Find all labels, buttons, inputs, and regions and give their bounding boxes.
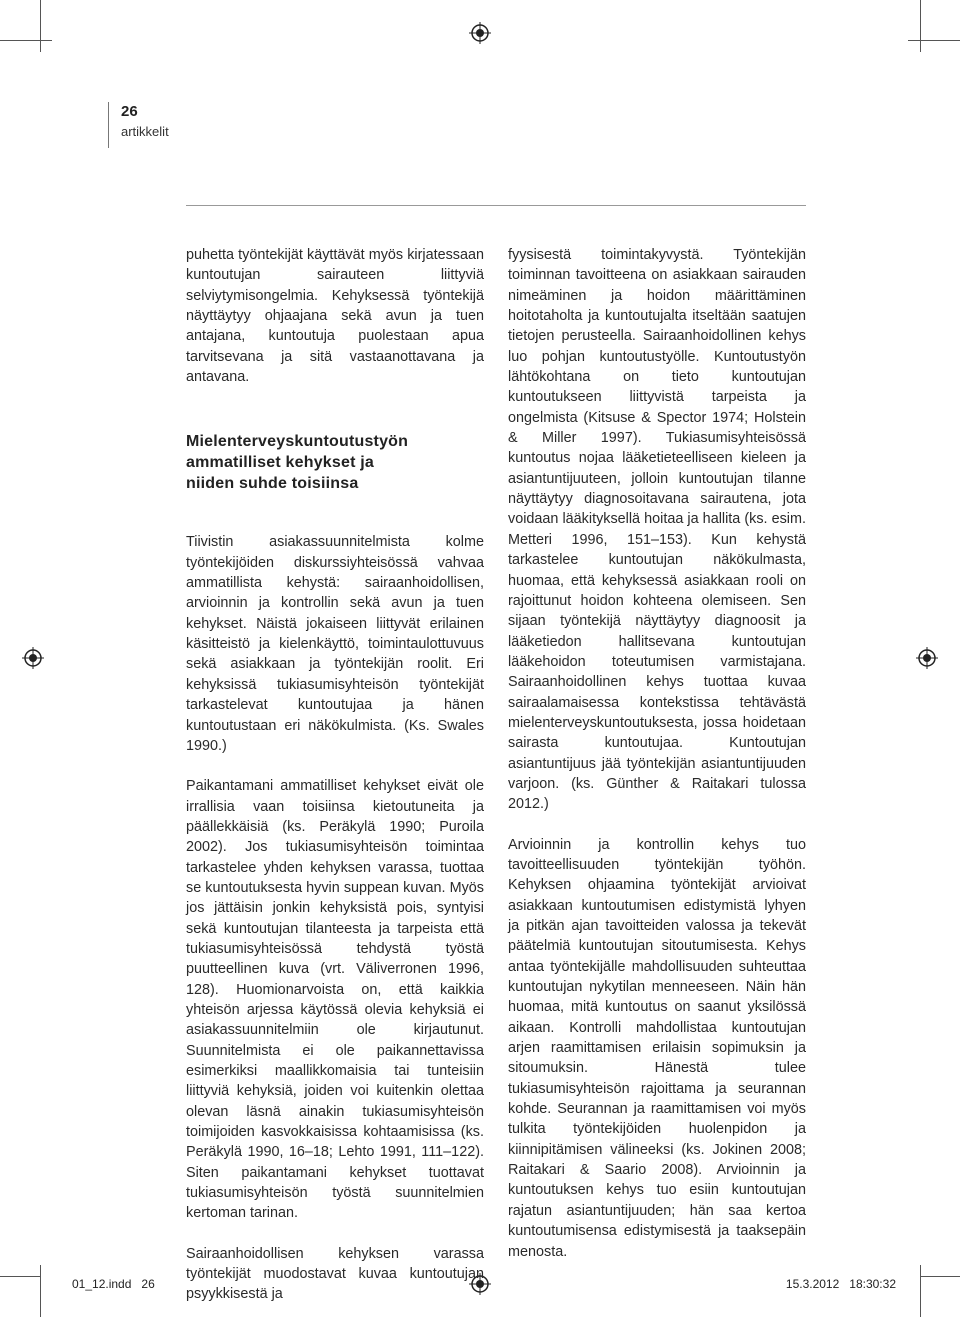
crop-mark (40, 1265, 41, 1317)
page-number: 26 (121, 103, 138, 120)
footer-timestamp: 15.3.2012 18:30:32 (785, 1277, 896, 1291)
registration-mark-icon (22, 647, 44, 669)
body-paragraph: Tiivistin asiakassuunnitelmista kolme työntekijöiden diskurssiyhteisössä vahvaa ammatillista kehystä: sairaanhoidollisen, arvioinnin ja kontrollin sekä avun ja tuen kehykset. Näistä jokaiseen liittyvät erilainen käsitteistö ja kielenkäyttö, toimintaulottuvuus sekä asiakkaan ja työntekijän roolit. Eri kehyksissä tukiasumisyhteisön työntekijät tarkastelevat kuntoutujaa ja hänen kuntoutustaan eri näkökulmista. (Ks. Swales 1990.) (186, 534, 484, 754)
section-heading (186, 431, 484, 494)
crop-mark (920, 1265, 921, 1317)
footer-file-slug: 01_12.indd 26 (72, 1277, 155, 1291)
right-column (508, 245, 806, 1262)
page-header (108, 102, 169, 148)
crop-mark (40, 0, 41, 52)
crop-mark (908, 40, 960, 41)
intro-paragraph: puhetta työntekijät käyttävät myös kirjatessaan kuntoutujan sairauteen liittyviä selviytymisongelmia. Kehyksessä työntekijä näyttäytyy ohjaajana sekä avun ja tuen antajana, kuntoutuja puolestaan apua tarvitsevana ja sitä vastaanottavana ja antavana. (186, 247, 484, 386)
body-paragraph: fyysisestä toimintakyvystä. Työntekijän toiminnan tavoitteena on asiakkaan sairauden nimeäminen ja hoidon määrittäminen hoitotaholta ja kuntoutujalta itseltään saatujen tietojen perusteella. Sairaanhoidollinen kehys luo pohjan kuntoutustyölle. Kuntoutustyön lähtökohtana on tieto kuntoutujan kuntoutukseen liittyvistä tarpeista ja ongelmista (Kitsuse & Spector 1974; Holstein & Miller 1997). Tukiasumisyhteisössä kuntoutus nojaa lääketieteelliseen kieleen ja asiantuntijuuteen, jolloin kuntoutujan tilanne näyttäytyy diagnosoitavana sairautena, jota voidaan lääkityksellä hoitaa ja hallita (ks. esim. Metteri 1996, 151–153). Kun kehystä tarkastelee kuntoutujan näkökulmasta, huomaa, että kehyksessä asiakkaan rooli on rajoittunut hoidon kohteena olemiseen. Sen sijaan työntekijä näyttäytyy diagnoosit ja lääketiedon hallitsevana kuntoutujan lääkehoidon toteutumisen varmistajana. Sairaanhoidollinen kehys tuottaa kuvaa sairaalamaisessa kontekstissa tehtävästä mielenterveyskuntoutuksesta, jossa hoidetaan sairasta kuntoutujaa. Kuntoutujan asiantuntijuus jää työntekijän asiantuntijuuden varjoon. (ks. Günther & Raitakari tulossa 2012.) (508, 247, 806, 813)
left-column (186, 245, 484, 1305)
body-paragraph: Arvioinnin ja kontrollin kehys tuo tavoitteellisuuden työntekijän työhön. Kehyksen ohjaamina työntekijät arvioivat asiakkaan kuntoutumisen edistymistä lyhyen ja pitkän ajan tavoitteiden valossa ja tekevät päätelmiä kuntoutujan sitoutumisesta. Kehys antaa työntekijälle mahdollisuuden suhteuttaa kuntoutujan nykytilan menneeseen. Näin hän huomaa, mitä kuntoutus on saanut yksilössä aikaan. Kontrolli mahdollistaa kuntoutujan arjen raamittamisen erilaisin sopimuksin ja sitoumuksin. Hänestä tulee tukiasumisyhteisön rajoittama ja seurannan kohde. Seurannan ja raamittamisen voi myös tulkita työntekijöiden huolenpidon ja kiinnipitämisen välineeksi (ks. Jokinen 2008; Raitakari & Saario 2008). Arvioinnin ja kuntoutuksen kehys tuo esiin kuntoutujan rajatun asiantuntijuuden; hän saa kertoa kuntoutumisensa edistymisestä ja taaksepäin menosta. (508, 836, 806, 1260)
body-paragraph: Paikantamani ammatilliset kehykset eivät ole irrallisia vaan toisiinsa kietoutuneita ja päällekkäisiä (ks. Peräkylä 1990; Puroila 2002). Jos tukiasumisyhteisön toimintaa tarkastelee yhden kehyksen varassa, tuottaa se kuntoutuksesta hyvin suppean kuvan. Myös jos jättäisin jonkin kehyksistä pois, syntyisi sekä kuntoutujan tilanteesta ja tarpeista että tukiasumisyhteisössä tehdystä työstä puutteellinen kuva (vrt. Väliverronen 1996, 128). Huomionarvoista on, että kaikkia yhteisön arjessa käytössä olevia kehyksiä ei asiakassuunnitelmiin ole kirjautunut. Suunnitelmista ei ole paikannettavissa esimerkiksi maallikkomaisia tai tunteisiin liittyviä kehyksiä, joiden voi kuitenkin olettaa olevan läsnä ainakin tukiasumisyhteisön toimijoiden kasvokkaisissa kohtaamisissa (ks. Peräkylä 1990, 16–18; Lehto 1991, 111–122). Siten paikantamani kehykset tuottavat tukiasumisyhteisön työstä suunnitelmien kertoman tarinan. (186, 778, 484, 1222)
registration-mark-icon (916, 647, 938, 669)
registration-mark-icon (469, 22, 491, 44)
heading-line: Mielenterveyskuntoutustyön (186, 433, 409, 451)
crop-mark (920, 0, 921, 52)
heading-line: niiden suhde toisiinsa (186, 475, 359, 493)
crop-mark (920, 1276, 960, 1277)
header-divider (186, 205, 806, 206)
section-label: artikkelit (121, 124, 169, 139)
crop-mark (0, 1276, 40, 1277)
body-paragraph: Sairaanhoidollisen kehyksen varassa työntekijät muodostavat kuvaa kuntoutujan psyykkisestä ja (186, 1245, 484, 1303)
heading-line: ammatilliset kehykset ja (186, 454, 375, 472)
crop-mark (0, 40, 52, 41)
